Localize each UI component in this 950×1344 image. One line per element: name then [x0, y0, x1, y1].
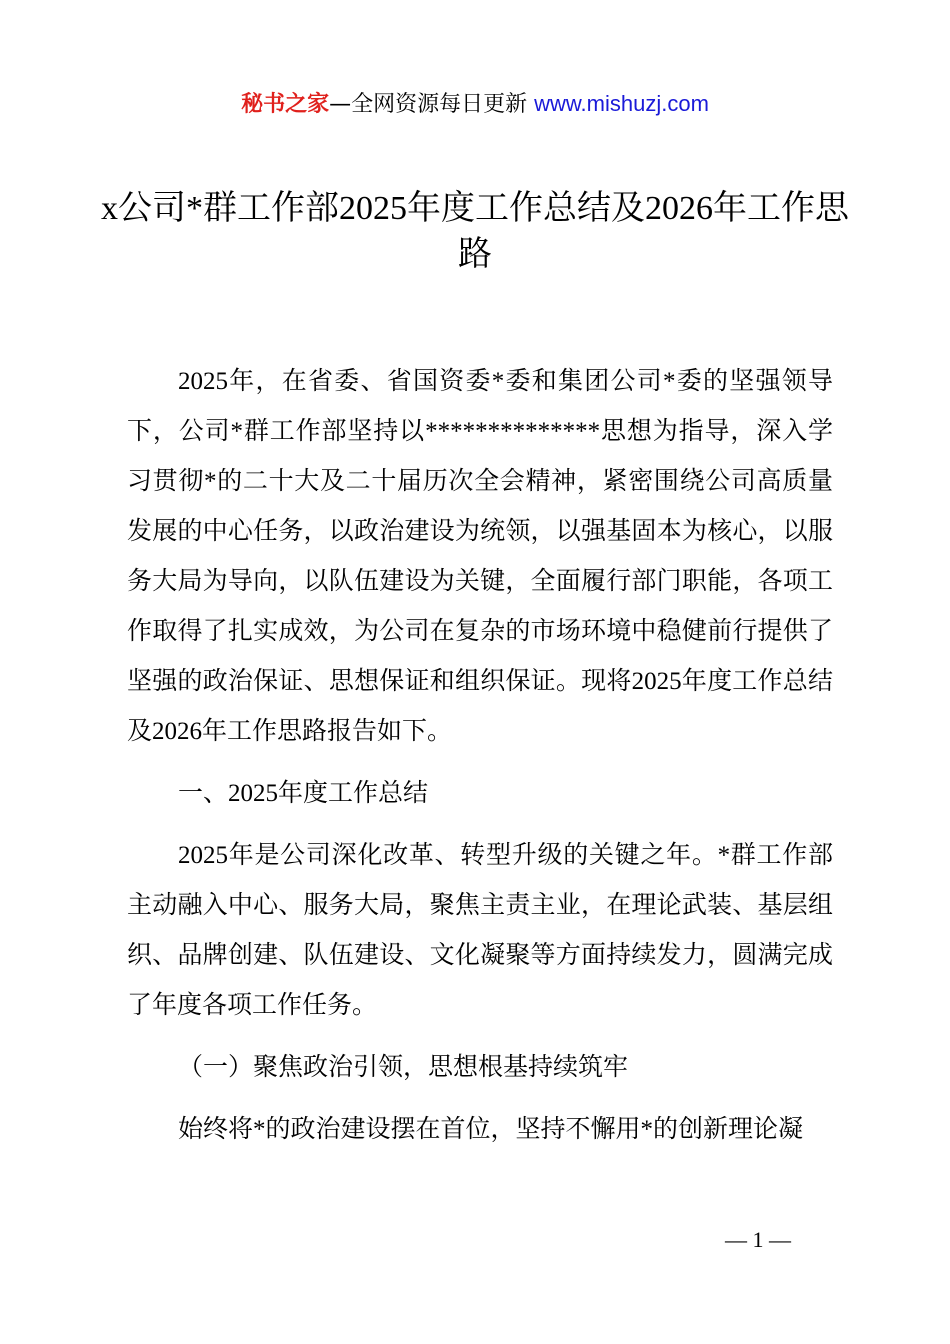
intro-paragraph: 2025年，在省委、省国资委*委和集团公司*委的坚强领导下，公司*群工作部坚持以**************思想为指导，深入学习贯彻*的二十大及二十届历次全会精神，紧密围绕公司高质量发展的中心任务，以政治建设为统领，以强基固本为核心，以服务大局为导向，以队伍建设为关键，全面履行部门职能，各项工作取得了扎实成效，为公司在复杂的市场环境中稳健前行提供了坚强的政治保证、思想保证和组织保证。现将2025年度工作总结及2026年工作思路报告如下。	[127, 368, 833, 745]
body-paragraph: 始终将*的政治建设摆在首位，坚持不懈用*的创新理论凝	[178, 1116, 804, 1143]
summary-paragraph: 2025年是公司深化改革、转型升级的关键之年。*群工作部主动融入中心、服务大局，聚焦主责主业，在理论武装、基层组织、品牌创建、队伍建设、文化凝聚等方面持续发力，圆满完成了年度各项工作任务。	[127, 842, 833, 1019]
document-title: x公司*群工作部2025年度工作总结及2026年工作思路	[101, 190, 849, 273]
subsection-heading-1: （一）聚焦政治引领，思想根基持续筑牢	[178, 1054, 629, 1081]
document-body	[127, 357, 833, 1167]
site-header	[0, 86, 950, 123]
site-link[interactable]: www.mishuzj.com	[534, 91, 709, 116]
header-tagline: —全网资源每日更新	[329, 92, 535, 117]
page-number: — 1 —	[725, 1227, 791, 1252]
brand-name: 秘书之家	[241, 92, 330, 117]
section-heading-1: 一、2025年度工作总结	[178, 780, 429, 807]
